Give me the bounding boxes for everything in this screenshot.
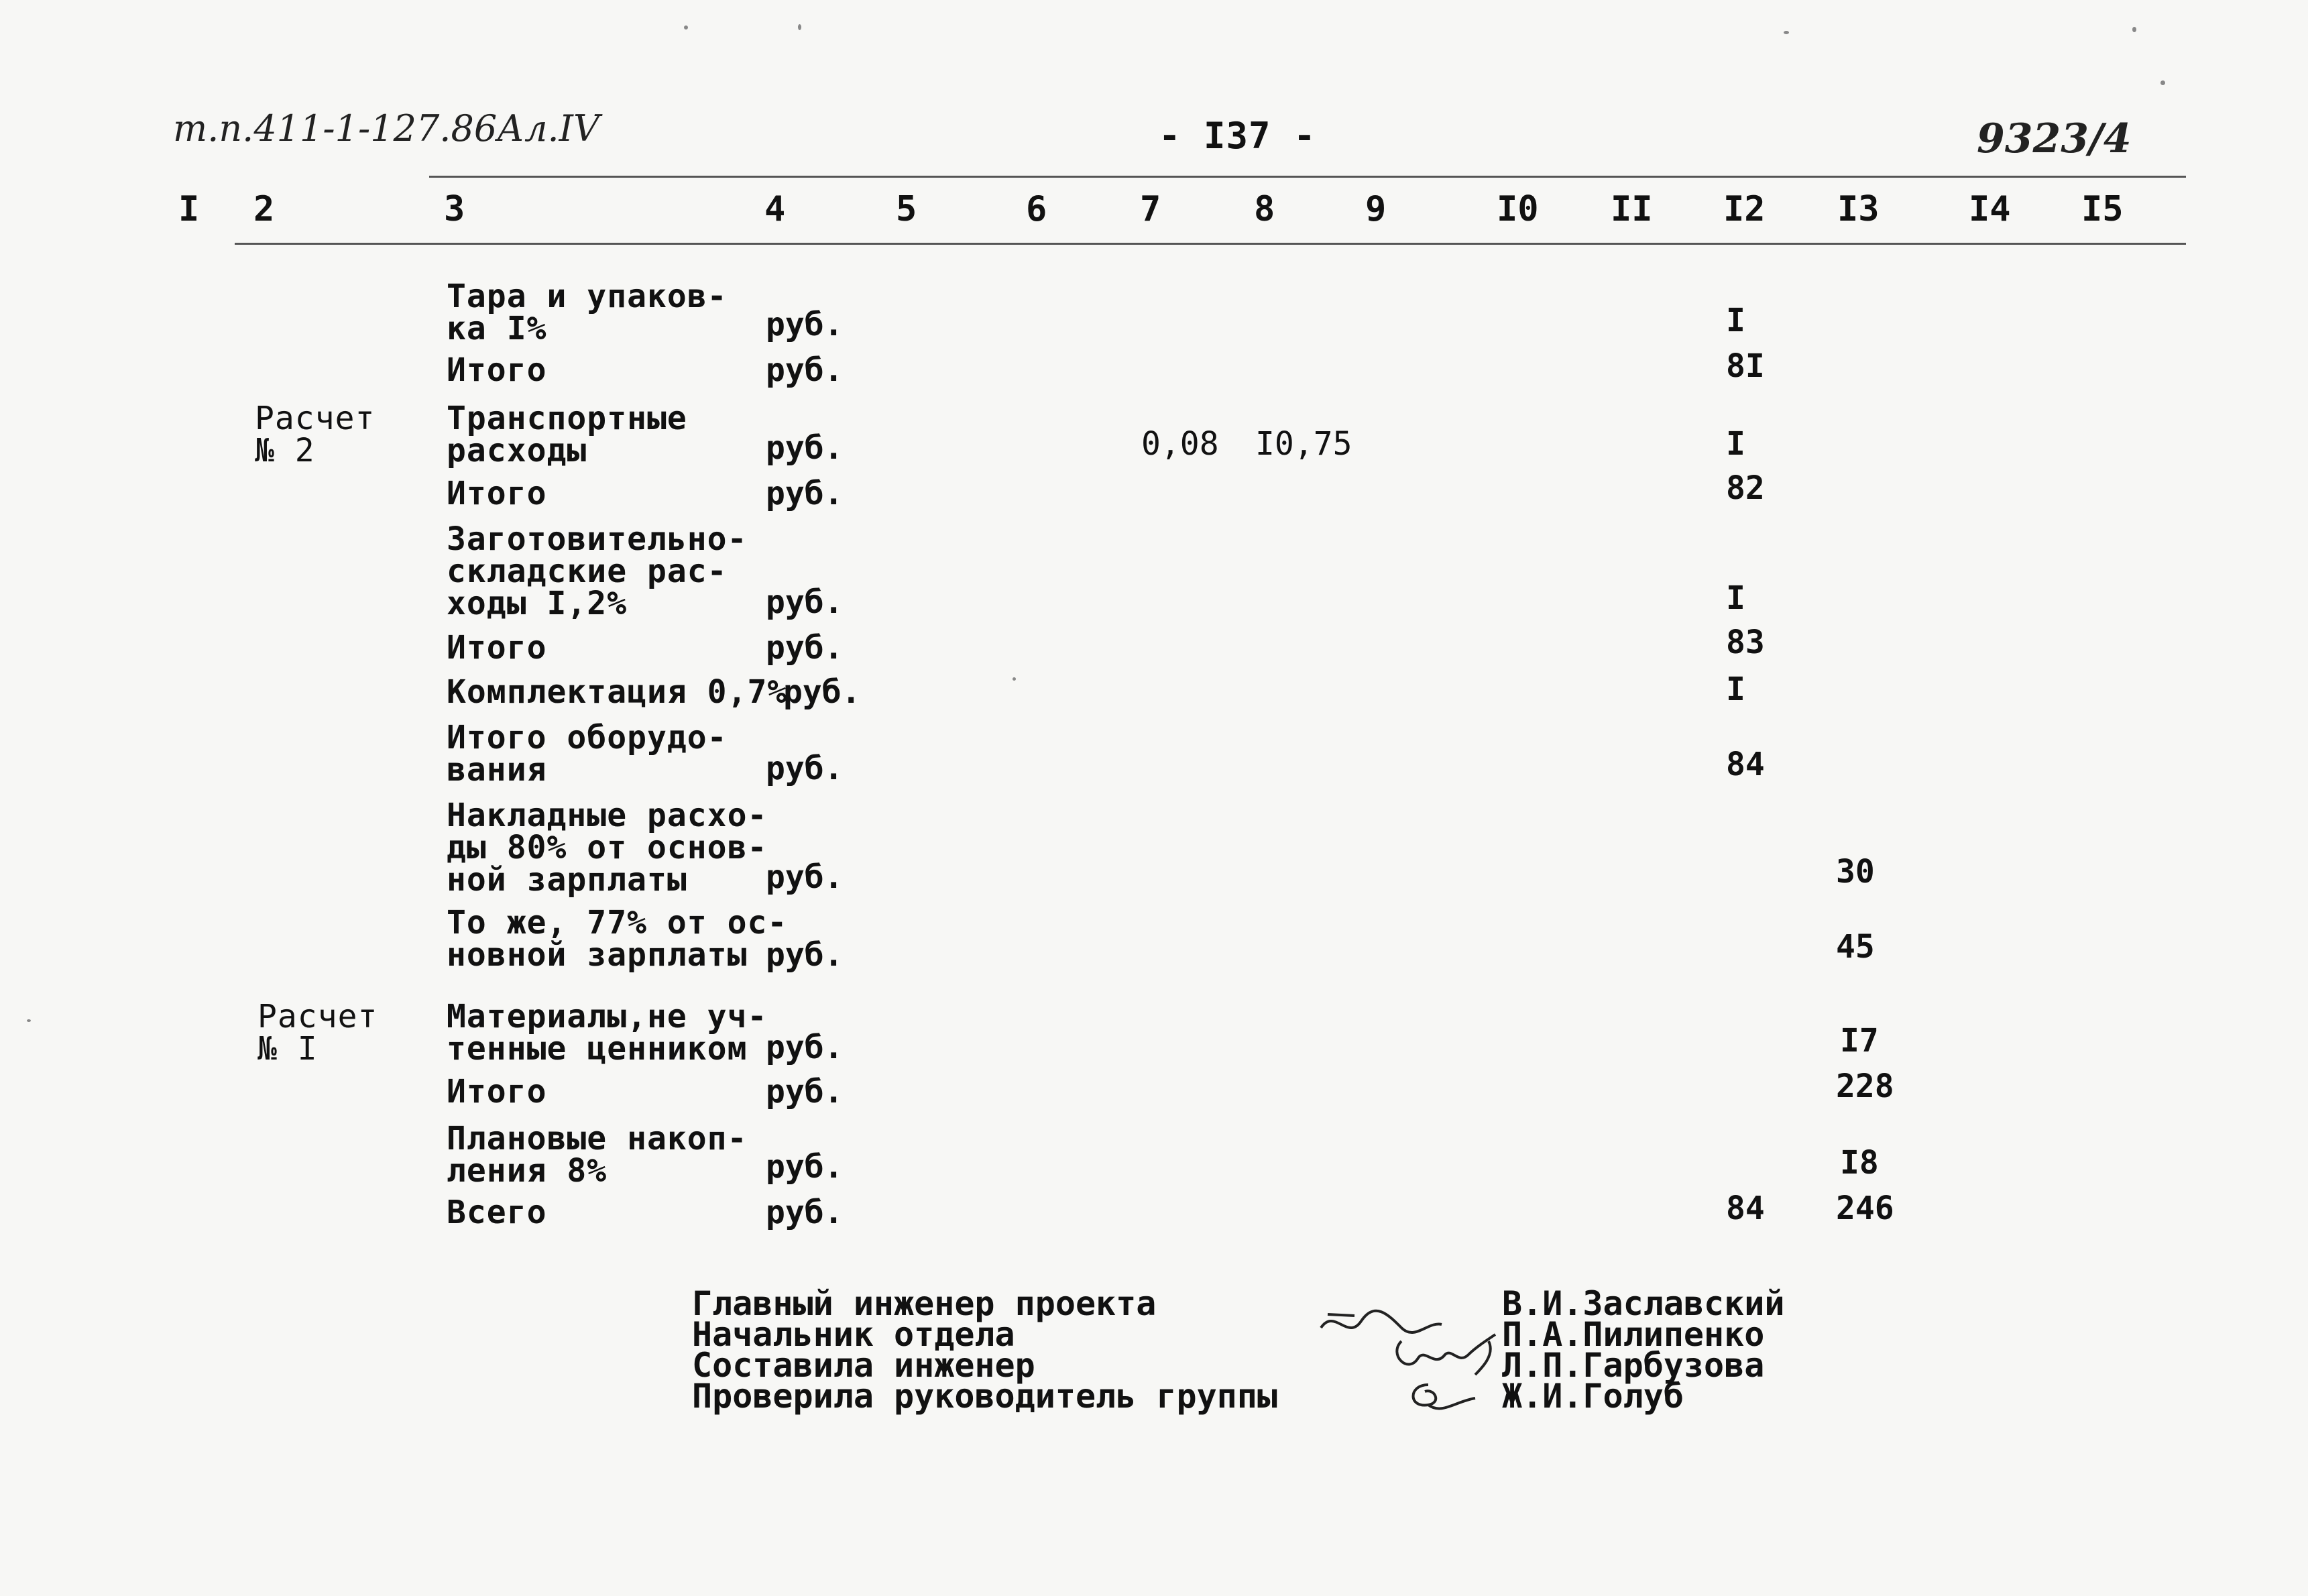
scan-speck <box>1784 31 1789 34</box>
row-unit: руб. <box>766 583 844 621</box>
row-col13: 246 <box>1836 1190 1894 1227</box>
row-unit: руб. <box>766 1029 844 1066</box>
row-col12: I <box>1726 671 1745 708</box>
row-col12: I <box>1726 425 1745 463</box>
signature-name: Ж.И.Голуб <box>1502 1377 1684 1416</box>
signature-name: Л.П.Гарбузова <box>1502 1346 1765 1385</box>
row-calc-ref: Расчет № I <box>257 998 378 1068</box>
signature-name: П.А.Пилипенко <box>1502 1315 1765 1354</box>
row-col13: 228 <box>1836 1068 1894 1105</box>
scan-speck <box>2160 80 2165 85</box>
row-calc-ref: Расчет № 2 <box>255 400 376 469</box>
col-8: 8 <box>1254 189 1275 229</box>
archive-number: 9323/4 <box>1977 115 2132 162</box>
row-unit: руб. <box>766 429 844 467</box>
row-col7: 0,08 <box>1141 425 1219 463</box>
col-11: II <box>1611 189 1653 229</box>
row-unit: руб. <box>766 351 844 389</box>
signature-role: Начальник отдела <box>692 1315 1015 1354</box>
scan-speck <box>684 25 688 30</box>
row-name: Накладные расхо- ды 80% от основ- ной зарплаты <box>447 797 768 899</box>
col-5: 5 <box>896 189 917 229</box>
row-name: Транспортные расходы <box>447 400 687 469</box>
row-col12: 8I <box>1726 347 1765 385</box>
scan-speck <box>27 1019 31 1022</box>
scan-speck <box>2132 27 2136 32</box>
row-col12: 82 <box>1726 469 1765 507</box>
col-3: 3 <box>444 189 465 229</box>
col-10: I0 <box>1497 189 1539 229</box>
row-col13: 30 <box>1836 853 1875 891</box>
row-name: Итого <box>447 629 547 667</box>
signature-role: Главный инженер проекта <box>692 1284 1157 1323</box>
handwritten-signature <box>1388 1328 1509 1381</box>
row-col13: I8 <box>1840 1144 1879 1182</box>
row-name: То же, 77% от ос- новной зарплаты <box>447 904 788 974</box>
row-name: Итого оборудо- вания <box>447 719 728 789</box>
handwritten-signature <box>1401 1375 1495 1422</box>
row-unit: руб. <box>783 673 861 711</box>
row-col12: 84 <box>1726 1190 1765 1227</box>
row-col13: I7 <box>1840 1022 1879 1060</box>
row-unit: руб. <box>766 1148 844 1186</box>
col-6: 6 <box>1026 189 1047 229</box>
row-name: Всего <box>447 1194 547 1231</box>
row-name: Комплектация 0,7% <box>447 673 788 711</box>
row-col13: 45 <box>1836 928 1875 966</box>
row-name: Итого <box>447 475 547 512</box>
row-unit: руб. <box>766 475 844 512</box>
col-13: I3 <box>1837 189 1880 229</box>
row-name: Заготовительно- складские рас- ходы I,2% <box>447 520 748 622</box>
signature-name: В.И.Заславский <box>1502 1284 1785 1323</box>
scan-speck <box>798 24 801 30</box>
col-2: 2 <box>253 189 275 229</box>
row-unit: руб. <box>766 306 844 343</box>
page-number: - I37 - <box>1159 115 1316 157</box>
row-name: Итого <box>447 351 547 389</box>
row-col12: 84 <box>1726 746 1765 783</box>
row-col12: I <box>1726 302 1745 339</box>
col-9: 9 <box>1365 189 1387 229</box>
row-unit: руб. <box>766 750 844 787</box>
col-1: I <box>178 189 200 229</box>
row-col12: 83 <box>1726 624 1765 661</box>
signature-role: Составила инженер <box>692 1346 1035 1385</box>
row-col8: I0,75 <box>1255 425 1352 463</box>
row-col12: I <box>1726 579 1745 617</box>
col-15: I5 <box>2081 189 2124 229</box>
col-7: 7 <box>1140 189 1161 229</box>
row-unit: руб. <box>766 1073 844 1110</box>
row-unit: руб. <box>766 1194 844 1231</box>
row-name: Плановые накоп- ления 8% <box>447 1120 748 1190</box>
col-4: 4 <box>764 189 786 229</box>
scan-speck <box>1013 677 1016 681</box>
header-top-rule <box>429 176 2186 178</box>
row-name: Итого <box>447 1073 547 1110</box>
signature-role: Проверила руководитель группы <box>692 1377 1277 1416</box>
header-bottom-rule <box>235 243 2186 245</box>
col-14: I4 <box>1969 189 2011 229</box>
col-12: I2 <box>1723 189 1766 229</box>
row-name: Материалы,не уч- тенные ценником <box>447 998 768 1068</box>
row-name: Тара и упаков- ка I% <box>447 278 728 347</box>
row-unit: руб. <box>766 936 844 974</box>
row-unit: руб. <box>766 858 844 896</box>
row-unit: руб. <box>766 629 844 667</box>
doc-code: т.п.411-1-127.86Ал.IV <box>173 107 599 150</box>
